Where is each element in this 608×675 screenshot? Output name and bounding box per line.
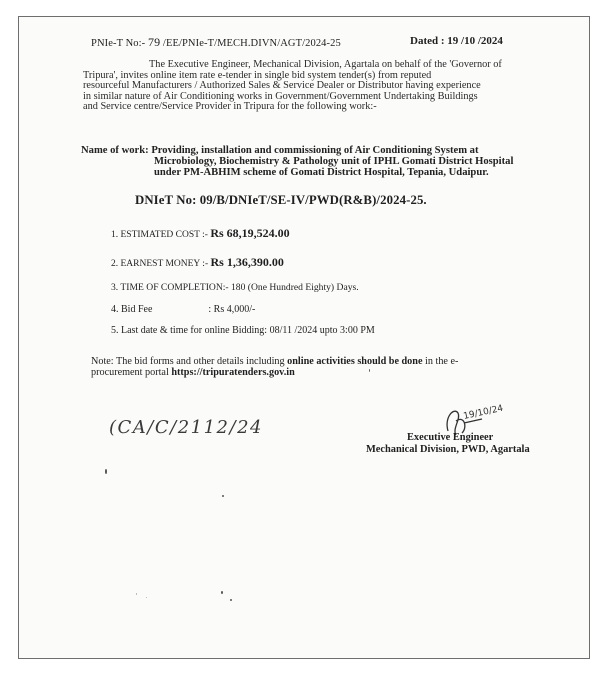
estimated-cost-label: 1. ESTIMATED COST :-	[111, 230, 211, 240]
intro-line-1: The Executive Engineer, Mechanical Division, Agartala on behalf of the 'Governor of	[149, 59, 502, 70]
estimated-cost-value: Rs 68,19,524.00	[210, 226, 290, 240]
scan-speck	[230, 599, 232, 601]
pnit-number: 79	[148, 35, 161, 49]
svg-text:19/10/24: 19/10/24	[462, 403, 505, 422]
work-line-3: under PM-ABHIM scheme of Gomati District Hospital, Tepania, Udaipur.	[154, 167, 489, 179]
name-of-work	[81, 145, 513, 179]
pnit-prefix: PNIe-T No:-	[91, 38, 148, 49]
scan-speck	[105, 469, 107, 474]
signature-block	[362, 403, 552, 461]
intro-line-2: Tripura', invites online item rate e-tender in single bid system tender(s) from reputed	[83, 69, 432, 81]
intro-line-4: in similar nature of Air Conditioning works in Government/Government Undertaking Buildings	[83, 90, 478, 102]
earnest-money-value: Rs 1,36,390.00	[210, 255, 284, 269]
document-page	[18, 16, 590, 659]
intro-line-3: resourceful Manufacturers / Authorized Sales & Service Dealer or Distributor having experience	[83, 80, 481, 91]
svg-text:(CA/C/2112/24: (CA/C/2112/24	[109, 417, 263, 438]
designation-title: Executive Engineer	[407, 432, 494, 443]
intro-line-5: and Service centre/Service Provider in Tripura for the following work:-	[83, 101, 377, 112]
earnest-money-row	[111, 255, 284, 270]
last-date-bidding: 5. Last date & time for online Bidding: 08/11 /2024 upto 3:00 PM	[111, 325, 375, 336]
bid-fee-value: : Rs 4,000/-	[208, 304, 256, 315]
pnit-reference	[91, 35, 341, 50]
scan-speck	[146, 597, 147, 598]
note-paragraph	[91, 356, 458, 378]
dated-line: Dated : 19 /10 /2024	[410, 35, 503, 47]
designation-office: Mechanical Division, PWD, Agartala	[366, 444, 530, 455]
intro-paragraph	[19, 60, 544, 113]
note-line-2: procurement portal https://tripuratenders.gov.in	[91, 367, 295, 378]
dniet-number: DNIeT No: 09/B/DNIeT/SE-IV/PWD(R&B)/2024-25.	[135, 193, 427, 207]
scan-speck	[222, 495, 224, 497]
handwritten-reference	[107, 409, 263, 443]
portal-url: https://tripuratenders.gov.in	[171, 367, 295, 378]
bid-fee-label: 4. Bid Fee	[111, 304, 153, 315]
work-line-2: Microbiology, Biochemistry & Pathology unit of IPHL Gomati District Hospital	[154, 156, 514, 168]
scan-speck	[136, 593, 137, 595]
scan-speck	[369, 369, 370, 372]
pnit-suffix: /EE/PNIe-T/MECH.DIVN/AGT/2024-25	[160, 38, 341, 49]
estimated-cost-row	[111, 226, 290, 241]
scan-speck	[221, 591, 223, 594]
time-of-completion: 3. TIME OF COMPLETION:- 180 (One Hundred Eighty) Days.	[111, 282, 359, 293]
work-line-1: Name of work: Providing, installation and commissioning of Air Conditioning System at	[81, 145, 479, 156]
earnest-money-label: 2. EARNEST MONEY :-	[111, 259, 211, 269]
note-emphasis: online activities should be done	[287, 356, 423, 367]
note-line-1: Note: The bid forms and other details including online activities should be done in the e-	[91, 356, 459, 367]
bid-fee-row	[111, 304, 255, 315]
